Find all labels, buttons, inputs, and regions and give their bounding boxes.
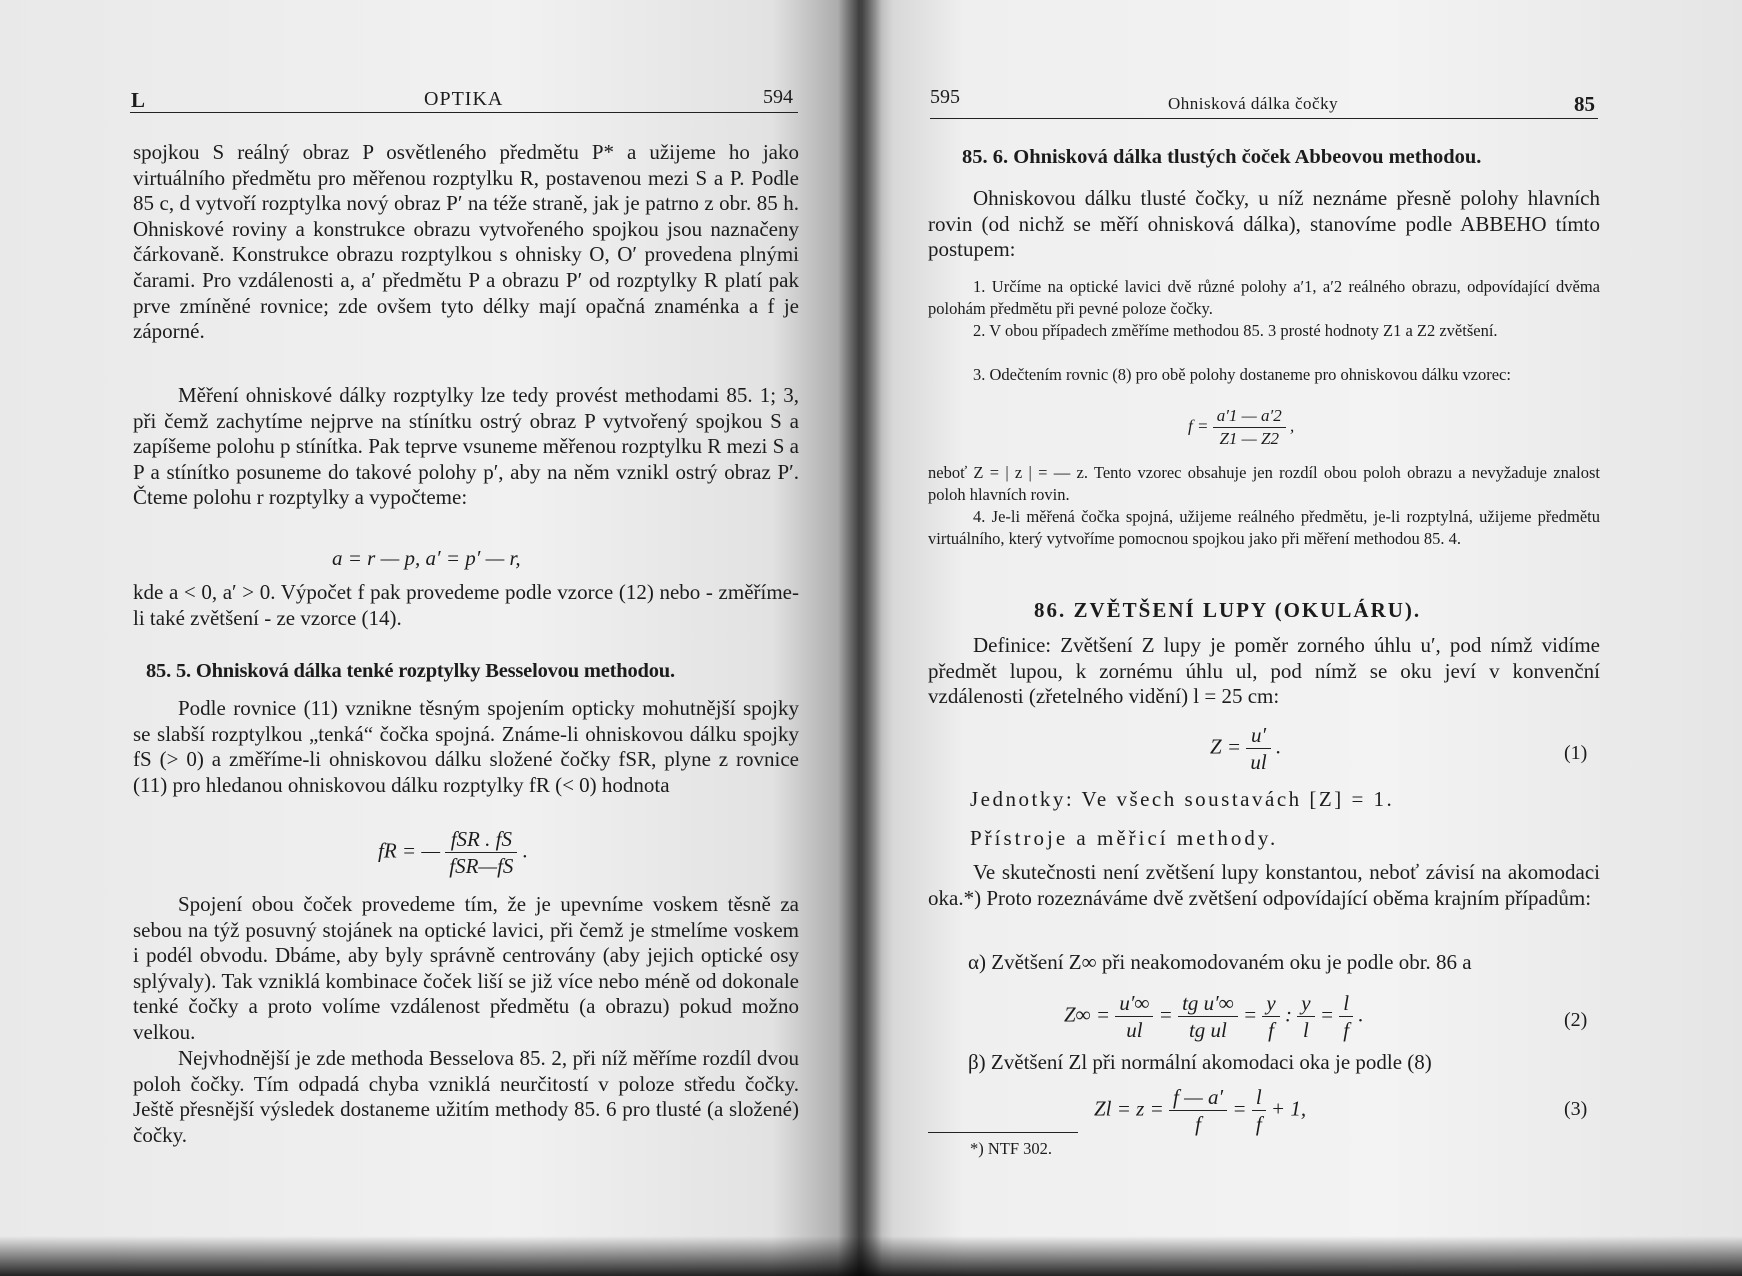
left-paragraph-5: Spojení obou čoček provedeme tím, že je upevníme voskem těsně za sebou na týž posuvný stojánek na optické lavici, při čemž je stmelíme voskem i podél obvodu. Dbáme, aby byly správně centrovány (aby jejich optické osy splývaly). Tak vzniklá kombinace čoček liší se již více nebo méně od dokonale tenké čočky a proto volíme vzdálenost předmětu (a obrazu) pokud možno velkou. <box>133 892 799 1044</box>
right-header-title: Ohnisková dálka čočky <box>1168 94 1339 113</box>
eq2r-frac-3-den: f <box>1268 1018 1274 1042</box>
eq2r-frac-4-den: l <box>1302 1018 1309 1042</box>
eqf-denominator: Z1 — Z2 <box>1219 429 1279 448</box>
eq2-denominator: fSR—fS <box>449 854 514 878</box>
eq3-frac-2-den: f <box>1255 1112 1262 1136</box>
equation-number-2: (2) <box>1564 1009 1588 1031</box>
eq2r-frac-5-num: l <box>1339 990 1353 1017</box>
right-step-3: 3. Odečtením rovnic (8) pro obě polohy dostaneme pro ohniskovou dálku vzorec: <box>973 365 1511 384</box>
eq3-frac-1-den: f <box>1195 1112 1201 1136</box>
eq2r-frac-4 <box>1297 990 1314 1043</box>
eq1-tail: . <box>1275 734 1282 759</box>
eq2r-frac-1-den: ul <box>1126 1018 1143 1042</box>
eq2r-equals-2: = <box>1242 1002 1258 1027</box>
bottom-shadow <box>0 1236 1742 1276</box>
eq1-numerator: u′ <box>1246 722 1270 749</box>
left-header-corner: L <box>131 88 146 112</box>
eq2r-equals-1: = <box>1158 1002 1173 1027</box>
eq2-tail: . <box>522 838 528 863</box>
footnote-rule <box>928 1132 1078 1133</box>
eq2r-colon: : <box>1284 1002 1292 1027</box>
right-equation-f <box>1188 405 1294 450</box>
left-paragraph-4: Podle rovnice (11) vznikne těsným spojením opticky mohutnější spojky se slabší rozptylkou „tenká“ čočka spojná. Známe-li ohniskovou dálku spojky fS (> 0) a změříme-li ohniskovou dálku složené čočky fSR, plyne z rovnice (11) pro hledanou ohniskovou dálku rozptylky fR (< 0) hodnota <box>133 696 799 797</box>
eq3-frac-2-num: l <box>1252 1084 1266 1111</box>
eq2r-period: . <box>1358 1002 1364 1027</box>
eq2r-frac-4-num: y <box>1297 990 1314 1017</box>
eq3-tail: + 1, <box>1270 1096 1307 1121</box>
right-equation-3 <box>1094 1084 1306 1137</box>
right-equation-2 <box>1064 990 1364 1043</box>
eq3-equals: = <box>1232 1096 1247 1121</box>
right-section-heading-2: 86. ZVĚTŠENÍ LUPY (OKULÁRU). <box>1034 598 1422 622</box>
eq1-lhs: Z = <box>1210 734 1242 759</box>
right-definition: Definice: Zvětšení Z lupy je poměr zorného úhlu u′, pod nímž vidíme předmět lupou, k zornému úhlu ul, pod nímž se oku jeví v konvenční vzdálenosti (zřetelného vidění) l = 25 cm: <box>928 633 1600 709</box>
eqf-lhs: f = <box>1188 416 1209 436</box>
left-paragraph-3: kde a < 0, a′ > 0. Výpočet f pak provedeme podle vzorce (12) nebo - změříme-li také zvětšení - ze vzorce (14). <box>133 580 799 630</box>
right-units: Jednotky: Ve všech soustavách [Z] = 1. <box>970 787 1395 811</box>
right-section-heading-1: 85. 6. Ohnisková dálka tlustých čoček Abbeovou methodou. <box>962 146 1482 168</box>
eq2-numerator: fSR . fS <box>445 826 517 853</box>
eq2-fraction <box>445 826 517 879</box>
right-page-number: 85 <box>1574 92 1595 116</box>
eq1-fraction <box>1246 722 1270 775</box>
right-page <box>858 0 1742 1276</box>
eq2r-frac-2-num: tg u′∞ <box>1178 990 1238 1017</box>
eq3-frac-1-num: f — a′ <box>1169 1084 1227 1111</box>
eqf-tail: , <box>1290 416 1295 436</box>
eq2r-frac-1-num: u′∞ <box>1115 990 1153 1017</box>
eq1-denominator: ul <box>1250 750 1267 774</box>
equation-number-3: (3) <box>1564 1098 1588 1120</box>
equation-number-1: (1) <box>1564 742 1588 764</box>
left-header-rule <box>130 112 798 113</box>
left-page <box>0 0 858 1276</box>
right-step-3b: neboť Z = | z | = — z. Tento vzorec obsahuje jen rozdíl obou poloh obrazu a nevyžaduje znalost poloh hlavních rovin. <box>928 463 1600 504</box>
right-header-left-number: 595 <box>930 86 960 108</box>
right-equation-1 <box>1210 722 1281 775</box>
footnote: *) NTF 302. <box>970 1139 1053 1158</box>
left-header-title: OPTIKA <box>424 88 504 110</box>
eq2r-frac-5 <box>1339 990 1353 1043</box>
eq2r-lhs: Z∞ = <box>1064 1002 1111 1027</box>
right-alpha: α) Zvětšení Z∞ při neakomodovaném oku je podle obr. 86 a <box>968 950 1472 974</box>
right-step-4: 4. Je-li měřená čočka spojná, užijeme reálného předmětu, je-li rozptylná, užijeme předmětu virtuálního, který vytvoříme pomocnou spojkou jako při měření methodou 85. 4. <box>928 507 1600 548</box>
book-gutter <box>838 0 882 1276</box>
right-header-rule <box>930 118 1598 119</box>
right-step-2: 2. V obou případech změříme methodou 85. 3 prosté hodnoty Z1 a Z2 zvětšení. <box>973 321 1498 340</box>
left-equation-1: a = r — p, a′ = p′ — r, <box>332 546 521 570</box>
right-beta: β) Zvětšení Zl při normální akomodaci oka je podle (8) <box>968 1050 1432 1074</box>
left-section-heading: 85. 5. Ohnisková dálka tenké rozptylky Besselovou methodou. <box>146 660 675 682</box>
eq2r-frac-3-num: y <box>1262 990 1279 1017</box>
left-paragraph-2: Měření ohniskové dálky rozptylky lze tedy provést methodami 85. 1; 3, při čemž zachytíme nejprve na stínítku ostrý obraz P vytvořený spojkou S a zapíšeme polohu p stínítka. Pak teprve vsuneme měřenou rozptylku R mezi S a P a stínítko posuneme do takové polohy p′, aby na něm vznikl ostrý obraz P′. Čteme polohu r rozptylky a vypočteme: <box>133 383 799 510</box>
eq2r-frac-2 <box>1178 990 1238 1043</box>
left-equation-2 <box>378 826 528 879</box>
right-step-1: 1. Určíme na optické lavici dvě různé polohy a′1, a′2 reálného obrazu, odpovídající dvěma polohám předmětu při pevné poloze čočky. <box>928 277 1600 318</box>
eqf-fraction <box>1213 405 1286 450</box>
eq2r-frac-1 <box>1115 990 1153 1043</box>
eq2r-frac-2-den: tg ul <box>1188 1018 1227 1042</box>
left-page-number: 594 <box>763 86 793 108</box>
eq2r-equals-3: = <box>1319 1002 1334 1027</box>
eq3-frac-2 <box>1252 1084 1266 1137</box>
eq3-frac-1 <box>1169 1084 1227 1137</box>
right-paragraph-2: Ve skutečnosti není zvětšení lupy konstantou, neboť závisí na akomodaci oka.*) Proto rozeznáváme dvě zvětšení odpovídající oběma krajním případům: <box>928 860 1600 910</box>
eq2-lhs: fR = — <box>378 838 441 863</box>
right-instruments: Přístroje a měřicí methody. <box>970 826 1279 850</box>
eq2r-frac-5-den: f <box>1343 1018 1350 1042</box>
left-paragraph-6: Nejvhodnější je zde methoda Besselova 85. 2, při níž měříme rozdíl dvou poloh čočky. Tím odpadá chyba vzniklá neurčitostí v poloze středu čočky. Ještě přesnější výsledek dostaneme užitím methody 85. 6 pro tlusté (a složené) čočky. <box>133 1046 799 1147</box>
eqf-numerator: a′1 — a′2 <box>1213 405 1286 428</box>
left-paragraph-1: spojkou S reálný obraz P osvětleného předmětu P* a užijeme ho jako virtuálního předmětu pro měřenou rozptylku R, postavenou mezi S a P. Podle 85 c, d vytvoří rozptylka nový obraz P′ na téže straně, jak je patrno z obr. 85 h. Ohniskové roviny a konstrukce obrazu vytvořeného spojkou jsou naznačeny čárkovaně. Konstrukce obrazu rozptylkou s ohnisky O, O′ provedena plnými čarami. Pro vzdálenosti a, a′ předmětu P a obrazu P′ od rozptylky R platí pak prve zmíněné rovnice; zde ovšem tyto délky mají opačná znaménka a f je záporné. <box>133 140 799 344</box>
eq3-lhs: Zl = z = <box>1094 1096 1164 1121</box>
right-paragraph-1: Ohniskovou dálku tlusté čočky, u níž neznáme přesně polohy hlavních rovin (od nichž se měří ohnisková dálka), stanovíme podle ABBEHO tímto postupem: <box>928 186 1600 262</box>
eq2r-frac-3 <box>1262 990 1279 1043</box>
